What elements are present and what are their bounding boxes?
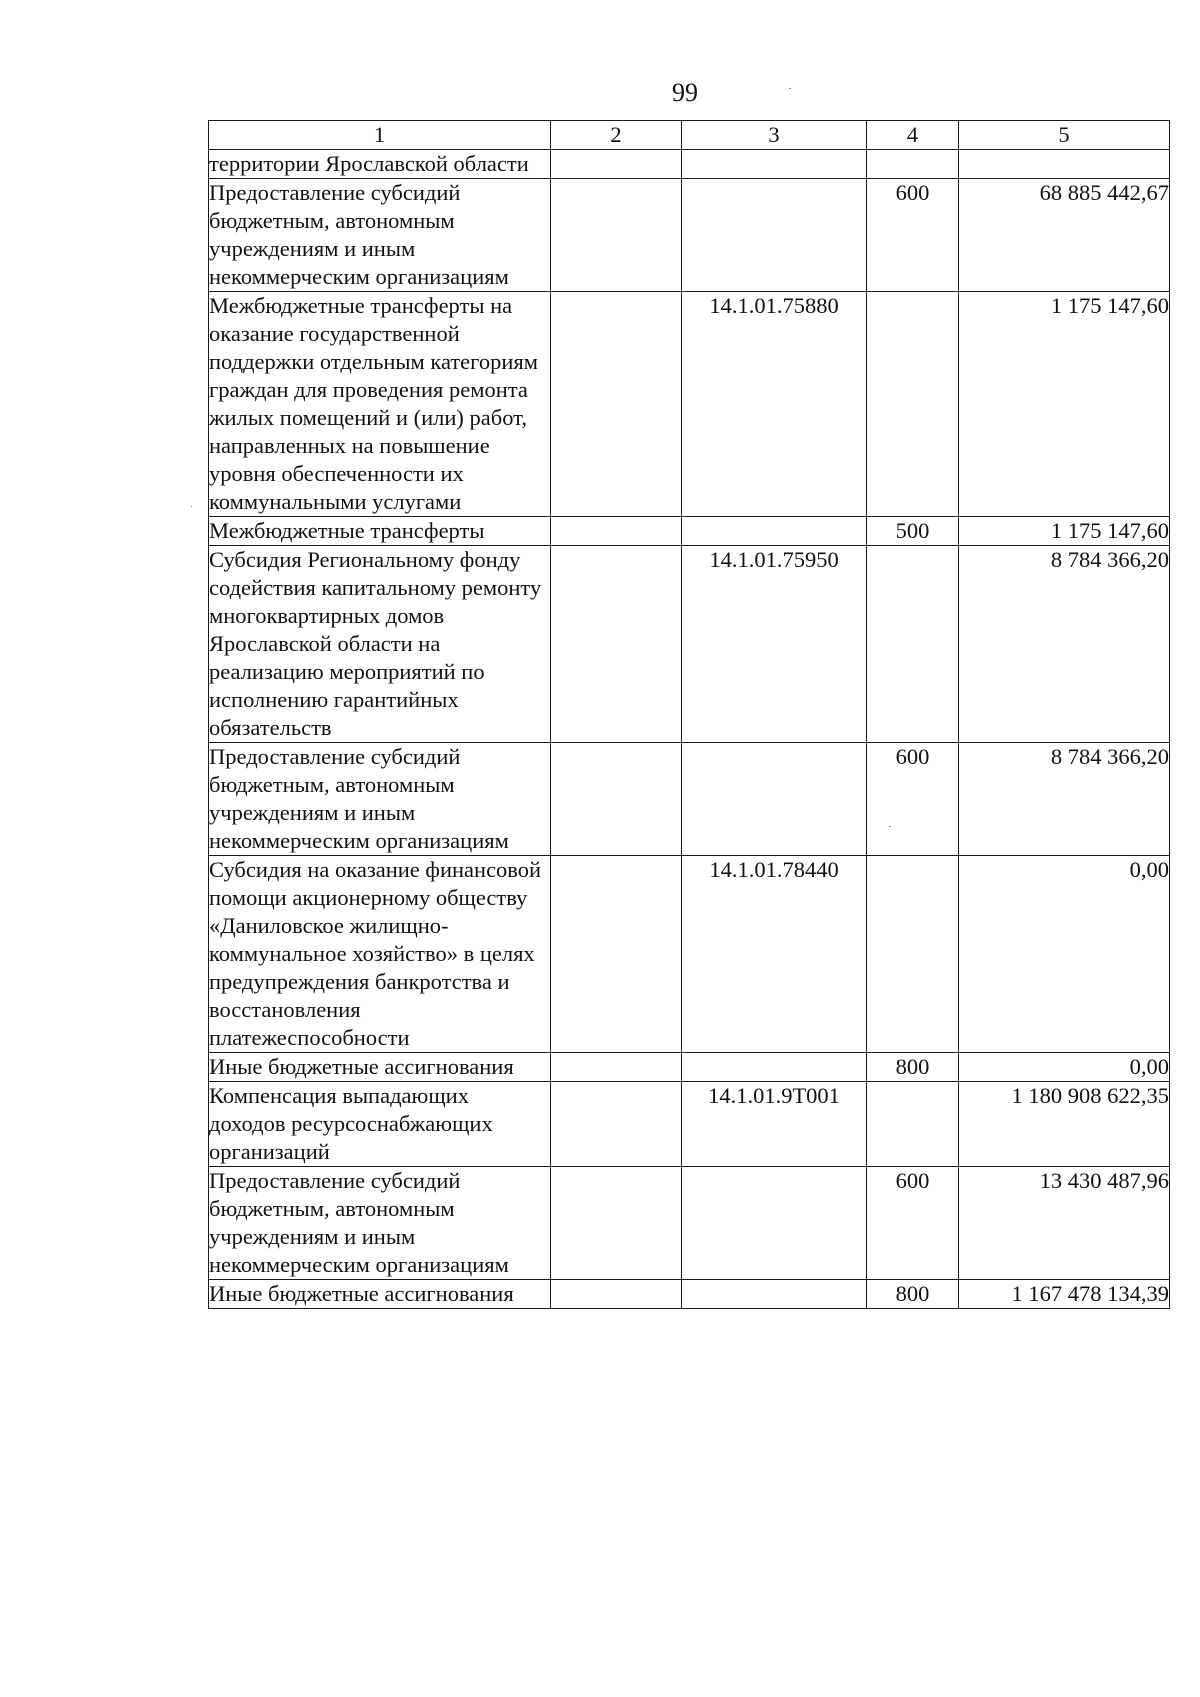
row-name: Предоставление субсидий бюджетным, автономным учреждениям и иным некоммерческим организациям	[209, 179, 551, 292]
row-amount: 1 167 478 134,39	[959, 1280, 1170, 1309]
row-code	[682, 517, 867, 546]
header-row	[209, 121, 1170, 150]
row-code	[682, 1053, 867, 1082]
row-type: 600	[867, 743, 959, 856]
row-amount: 8 784 366,20	[959, 546, 1170, 743]
row-code	[682, 743, 867, 856]
row-code	[682, 179, 867, 292]
row-col2	[551, 292, 682, 517]
column-header-5: 5	[959, 121, 1170, 150]
row-amount: 0,00	[959, 1053, 1170, 1082]
column-header-4: 4	[867, 121, 959, 150]
table-row	[209, 1167, 1170, 1280]
table-row	[209, 150, 1170, 179]
row-amount: 8 784 366,20	[959, 743, 1170, 856]
row-type: 800	[867, 1280, 959, 1309]
row-code: 14.1.01.9Т001	[682, 1082, 867, 1167]
row-name: территории Ярославской области	[209, 150, 551, 179]
table-row	[209, 1082, 1170, 1167]
row-amount	[959, 150, 1170, 179]
row-name: Субсидия на оказание финансовой помощи акционерному обществу «Даниловское жилищно-коммунальное хозяйство» в целях предупреждения банкротства и восстановления платежеспособности	[209, 856, 551, 1053]
row-type: 800	[867, 1053, 959, 1082]
row-code	[682, 150, 867, 179]
row-name: Межбюджетные трансферты на оказание государственной поддержки отдельным категориям граждан для проведения ремонта жилых помещений и (или) работ, направленных на повышение уровня обеспеченности их коммунальными услугами	[209, 292, 551, 517]
row-code: 14.1.01.78440	[682, 856, 867, 1053]
page-number: 99	[672, 78, 698, 107]
row-name: Межбюджетные трансферты	[209, 517, 551, 546]
row-col2	[551, 179, 682, 292]
row-type	[867, 150, 959, 179]
table-row	[209, 546, 1170, 743]
column-header-2: 2	[551, 121, 682, 150]
table-header	[209, 121, 1170, 150]
row-amount: 1 175 147,60	[959, 292, 1170, 517]
column-header-1: 1	[209, 121, 551, 150]
row-col2	[551, 150, 682, 179]
row-amount: 1 175 147,60	[959, 517, 1170, 546]
row-amount: 68 885 442,67	[959, 179, 1170, 292]
row-col2	[551, 1082, 682, 1167]
table-row	[209, 1053, 1170, 1082]
row-type	[867, 856, 959, 1053]
row-type	[867, 292, 959, 517]
row-name: Предоставление субсидий бюджетным, автономным учреждениям и иным некоммерческим организациям	[209, 743, 551, 856]
scan-speck	[191, 506, 192, 507]
row-code	[682, 1280, 867, 1309]
row-amount: 13 430 487,96	[959, 1167, 1170, 1280]
table-row	[209, 743, 1170, 856]
row-name: Предоставление субсидий бюджетным, автономным учреждениям и иным некоммерческим организациям	[209, 1167, 551, 1280]
row-amount: 0,00	[959, 856, 1170, 1053]
row-col2	[551, 1280, 682, 1309]
table-row	[209, 517, 1170, 546]
row-col2	[551, 856, 682, 1053]
row-type	[867, 1082, 959, 1167]
row-code: 14.1.01.75950	[682, 546, 867, 743]
row-type: 600	[867, 179, 959, 292]
scan-speck	[789, 88, 791, 89]
row-name: Субсидия Региональному фонду содействия капитальному ремонту многоквартирных домов Ярославской области на реализацию мероприятий по исполнению гарантийных обязательств	[209, 546, 551, 743]
table-row	[209, 1280, 1170, 1309]
row-type: 600	[867, 1167, 959, 1280]
row-code: 14.1.01.75880	[682, 292, 867, 517]
row-col2	[551, 1167, 682, 1280]
table-row	[209, 292, 1170, 517]
table-row	[209, 179, 1170, 292]
row-col2	[551, 517, 682, 546]
row-col2	[551, 743, 682, 856]
row-amount: 1 180 908 622,35	[959, 1082, 1170, 1167]
row-name: Иные бюджетные ассигнования	[209, 1053, 551, 1082]
row-type: 500	[867, 517, 959, 546]
table-row	[209, 856, 1170, 1053]
row-type	[867, 546, 959, 743]
row-col2	[551, 1053, 682, 1082]
row-name: Иные бюджетные ассигнования	[209, 1280, 551, 1309]
row-code	[682, 1167, 867, 1280]
row-name: Компенсация выпадающих доходов ресурсоснабжающих организаций	[209, 1082, 551, 1167]
budget-table	[208, 120, 1170, 1309]
row-col2	[551, 546, 682, 743]
column-header-3: 3	[682, 121, 867, 150]
